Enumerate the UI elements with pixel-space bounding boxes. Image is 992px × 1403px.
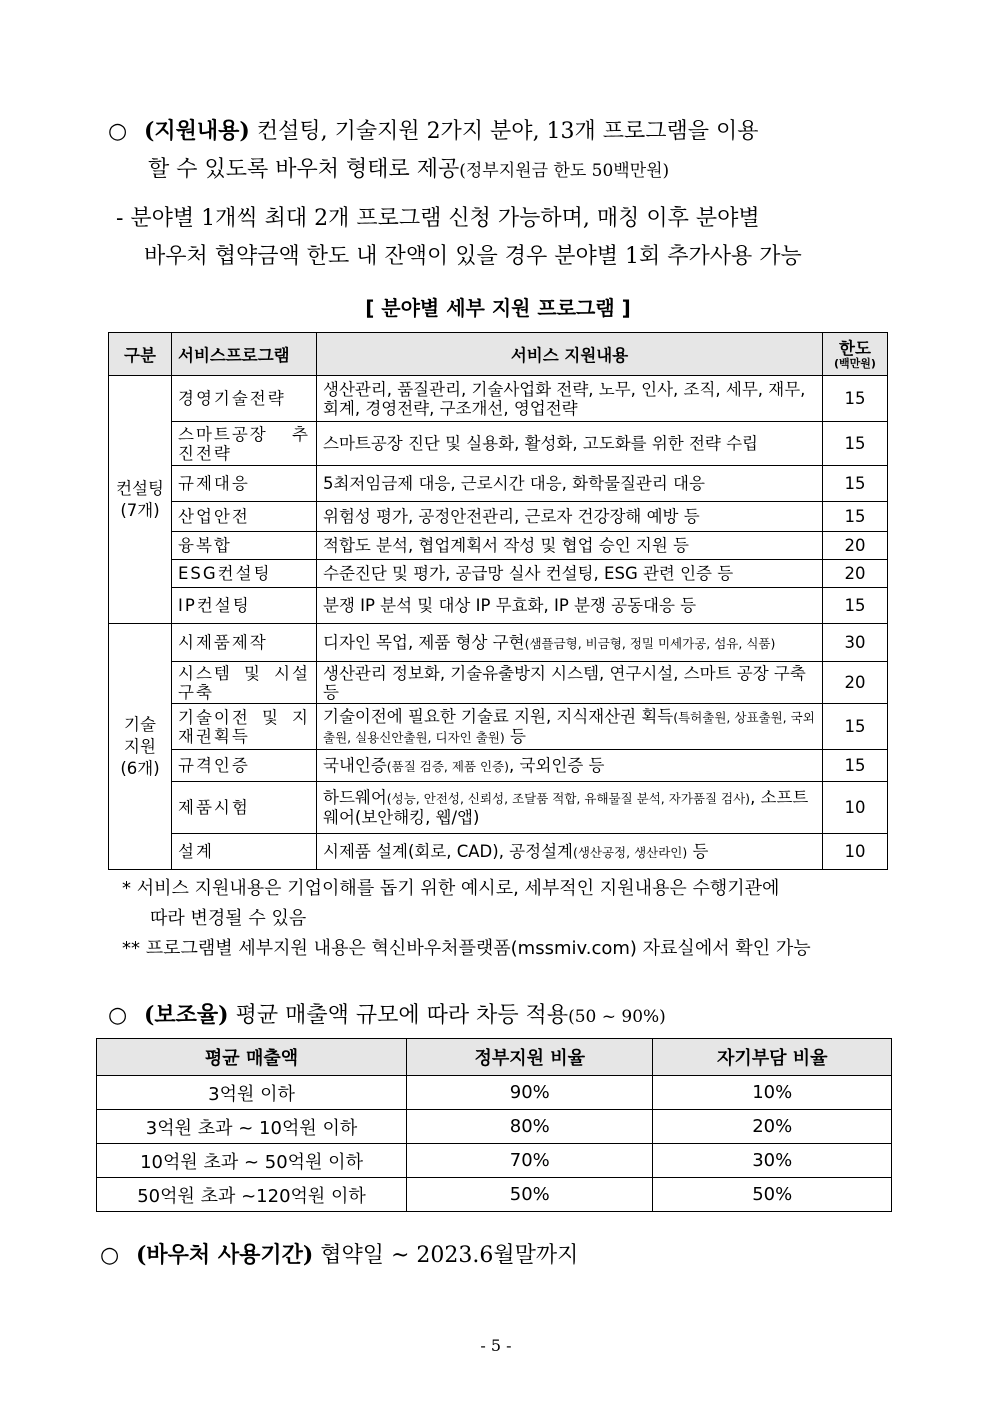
table-row	[109, 834, 888, 870]
bullet: ○	[100, 1243, 120, 1268]
self-ratio-cell: 10%	[653, 1076, 892, 1110]
table-row	[109, 662, 888, 704]
category-label: 기술	[124, 714, 156, 734]
revenue-cell: 10억원 초과 ~ 50억원 이하	[97, 1144, 407, 1178]
page-number: - 5 -	[480, 1336, 512, 1355]
desc-main: 시제품 설계(회로, CAD), 공정설계	[323, 841, 573, 861]
program-limit: 10	[823, 782, 888, 834]
header-self-ratio: 자기부담 비율	[653, 1039, 892, 1076]
program-desc: 스마트공장 진단 및 실용화, 활성화, 고도화를 위한 전략 수립	[317, 422, 823, 466]
voucher-period-label: (바우처 사용기간)	[136, 1242, 314, 1268]
table-row	[97, 1178, 892, 1212]
self-ratio-cell: 50%	[653, 1178, 892, 1212]
program-desc: 위험성 평가, 공정안전관리, 근로자 건강장해 예방 등	[317, 502, 823, 532]
table-row	[109, 560, 888, 588]
support-content-text: 컨설팅, 기술지원 2가지 분야, 13개 프로그램을 이용	[249, 119, 759, 144]
voucher-period-text: 협약일 ~ 2023.6월말까지	[313, 1243, 579, 1268]
subsidy-rate-label: (보조율)	[144, 1002, 229, 1028]
program-limit: 15	[823, 704, 888, 750]
desc-after: , 국외인증 등	[509, 755, 605, 775]
program-limit: 20	[823, 560, 888, 588]
bullet: ○	[108, 1003, 128, 1028]
desc-main: 디자인 목업, 제품 형상 구현	[323, 632, 525, 652]
program-name: 산업안전	[172, 502, 317, 532]
category-count: (7개)	[120, 500, 160, 520]
table-row	[109, 782, 888, 834]
header-gov-ratio: 정부지원 비율	[407, 1039, 653, 1076]
program-limit: 15	[823, 376, 888, 422]
category-consulting	[109, 376, 172, 624]
program-limit: 15	[823, 750, 888, 782]
table-row	[97, 1144, 892, 1178]
table-row	[109, 376, 888, 422]
table-row	[109, 704, 888, 750]
gov-ratio-cell: 50%	[407, 1178, 653, 1212]
desc-main: 하드웨어	[323, 788, 387, 807]
program-name: 규격인증	[172, 750, 317, 782]
subsidy-rate-note: (50 ~ 90%)	[568, 1007, 666, 1027]
desc-after: 등	[504, 726, 526, 746]
table-row	[109, 750, 888, 782]
ratio-table-header	[97, 1039, 892, 1076]
header-program: 서비스프로그램	[172, 333, 317, 376]
support-sub-paragraph	[116, 200, 916, 276]
desc-after: , 소프트웨어(보안해킹, 웹/앱)	[323, 788, 809, 827]
revenue-cell: 3억원 초과 ~ 10억원 이하	[97, 1110, 407, 1144]
program-limit: 15	[823, 502, 888, 532]
program-limit: 20	[823, 662, 888, 704]
program-name: 융복합	[172, 532, 317, 560]
ratio-table	[96, 1038, 892, 1212]
subsidy-rate-text: 평균 매출액 규모에 따라 차등 적용	[228, 1003, 569, 1028]
support-sub-text-1: 분야별 1개씩 최대 2개 프로그램 신청 가능하며, 매칭 이후 분야별	[123, 206, 760, 231]
program-desc: 수준진단 및 평가, 공급망 실사 컨설팅, ESG 관련 인증 등	[317, 560, 823, 588]
table-row	[97, 1076, 892, 1110]
note-2: ** 프로그램별 세부지원 내용은 혁신바우처플랫폼(mssmiv.com) 자료실에서 확인 가능	[122, 938, 811, 959]
header-content: 서비스 지원내용	[317, 333, 823, 376]
desc-main: 국내인증	[323, 755, 387, 775]
category-label-2: 지원	[124, 736, 156, 756]
header-revenue: 평균 매출액	[97, 1039, 407, 1076]
note-1-cont: 따라 변경될 수 있음	[150, 908, 307, 929]
table-row	[109, 422, 888, 466]
program-table-header	[109, 333, 888, 376]
program-desc	[317, 704, 823, 750]
program-desc	[317, 834, 823, 870]
program-name: 제품시험	[172, 782, 317, 834]
revenue-cell: 50억원 초과 ~120억원 이하	[97, 1178, 407, 1212]
program-desc: 생산관리, 품질관리, 기술사업화 전략, 노무, 인사, 조직, 세무, 재무, 회계, 경영전략, 구조개선, 영업전략	[317, 376, 823, 422]
program-name: IP컨설팅	[172, 588, 317, 624]
program-notes	[122, 874, 902, 964]
program-desc: 적합도 분석, 협업계획서 작성 및 협업 승인 지원 등	[317, 532, 823, 560]
support-sub-text-2: 바우처 협약금액 한도 내 잔액이 있을 경우 분야별 1회 추가사용 가능	[144, 244, 802, 269]
program-name: 규제대응	[172, 466, 317, 502]
program-desc	[317, 782, 823, 834]
table-row	[109, 466, 888, 502]
table-row	[109, 588, 888, 624]
self-ratio-cell: 30%	[653, 1144, 892, 1178]
subsidy-rate-paragraph	[108, 996, 908, 1036]
program-desc: 분쟁 IP 분석 및 대상 IP 무효화, IP 분쟁 공동대응 등	[317, 588, 823, 624]
program-name: 경영기술전략	[172, 376, 317, 422]
desc-detail: (성능, 안전성, 신뢰성, 조달품 적합, 유해물질 분석, 자가품질 검사)	[386, 791, 751, 806]
support-content-note: (정부지원금 한도 50백만원)	[459, 161, 670, 181]
note-1: * 서비스 지원내용은 기업이해를 돕기 위한 예시로, 세부적인 지원내용은 수행기관에	[122, 878, 780, 899]
program-name: 스마트공장 추진전략	[172, 422, 317, 466]
desc-detail: (생산공정, 생산라인)	[572, 844, 688, 860]
header-limit-unit: (백만원)	[834, 356, 876, 370]
desc-detail: (특허출원, 상표출원, 국외출원, 실용신안출원, 디자인 출원)	[323, 709, 815, 745]
program-desc	[317, 624, 823, 662]
program-desc: 생산관리 정보화, 기술유출방지 시스템, 연구시설, 스마트 공장 구축 등	[317, 662, 823, 704]
program-limit: 15	[823, 588, 888, 624]
program-name: ESG컨설팅	[172, 560, 317, 588]
support-content-text-2: 할 수 있도록 바우처 형태로 제공	[148, 157, 460, 182]
header-limit-label: 한도	[839, 338, 871, 358]
program-table	[108, 332, 888, 870]
desc-detail: (샘플금형, 비금형, 정밀 미세가공, 섬유, 식품)	[524, 635, 776, 651]
program-limit: 15	[823, 466, 888, 502]
program-limit: 20	[823, 532, 888, 560]
voucher-period-paragraph	[100, 1236, 900, 1275]
desc-after: 등	[687, 841, 709, 861]
gov-ratio-cell: 80%	[407, 1110, 653, 1144]
category-label: 컨설팅	[116, 478, 164, 498]
program-limit: 15	[823, 422, 888, 466]
program-name: 기술이전 및 지재권획득	[172, 704, 317, 750]
category-count: (6개)	[120, 758, 160, 778]
program-limit: 10	[823, 834, 888, 870]
desc-main: 기술이전에 필요한 기술료 지원, 지식재산권 획득	[323, 706, 674, 726]
table-row	[97, 1110, 892, 1144]
support-content-paragraph	[108, 112, 908, 190]
table-row	[109, 624, 888, 662]
program-name: 설계	[172, 834, 317, 870]
program-table-title: [ 분야별 세부 지원 프로그램 ]	[365, 296, 631, 320]
bullet: ○	[108, 119, 128, 144]
gov-ratio-cell: 70%	[407, 1144, 653, 1178]
support-content-label: (지원내용)	[144, 118, 250, 144]
revenue-cell: 3억원 이하	[97, 1076, 407, 1110]
header-category: 구분	[109, 333, 172, 376]
dash: -	[116, 206, 124, 231]
program-name: 시제품제작	[172, 624, 317, 662]
self-ratio-cell: 20%	[653, 1110, 892, 1144]
table-row	[109, 532, 888, 560]
table-row	[109, 502, 888, 532]
category-tech-support	[109, 624, 172, 870]
program-limit: 30	[823, 624, 888, 662]
program-desc	[317, 750, 823, 782]
gov-ratio-cell: 90%	[407, 1076, 653, 1110]
header-limit	[823, 333, 888, 376]
desc-detail: (품질 검증, 제품 인증)	[386, 758, 510, 774]
program-desc: 5최저임금제 대응, 근로시간 대응, 화학물질관리 대응	[317, 466, 823, 502]
program-name: 시스템 및 시설구축	[172, 662, 317, 704]
